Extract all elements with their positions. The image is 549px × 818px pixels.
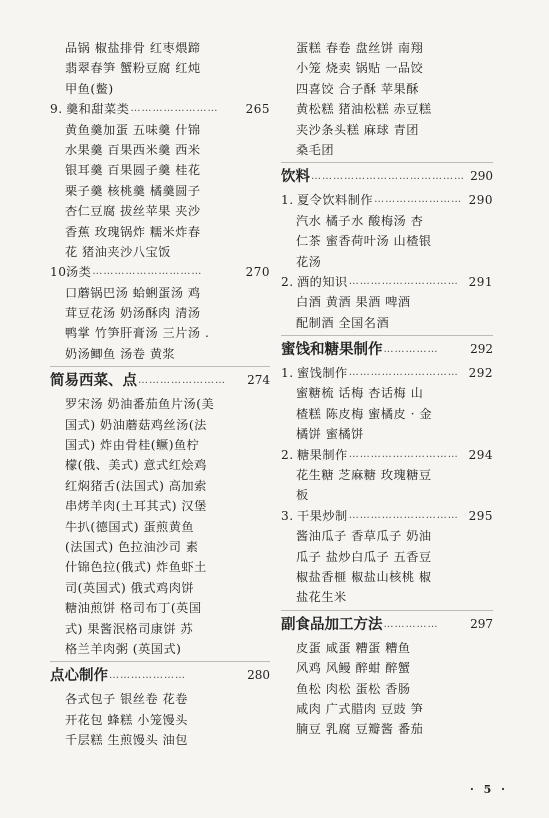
toc-text-line: 什锦色拉(俄式) 炸鱼虾土: [65, 560, 207, 575]
toc-text-line: 口蘑锅巴汤 蛤蜊蛋汤 鸡: [65, 285, 201, 300]
toc-text-line: 香蕉 玫瑰锅炸 糯米炸春: [65, 224, 201, 239]
toc-entry-number: 1.: [281, 366, 294, 381]
toc-section-title: 简易西菜、点: [50, 372, 137, 390]
toc-entry-number: 2.: [281, 447, 294, 462]
toc-leader-dots: ……………………: [130, 103, 219, 115]
toc-entry-number: 1.: [281, 193, 294, 208]
toc-text-line: 盐花生米: [296, 590, 347, 605]
toc-leader-dots: …………………………: [348, 448, 459, 460]
toc-text-line: 椒盐香榧 椒盐山核桃 椒: [296, 569, 432, 584]
toc-text-line: 花生糖 芝麻糖 玫瑰糖豆: [296, 468, 432, 483]
toc-text-line: 蛋糕 春卷 盘丝饼 南翔: [296, 41, 424, 55]
toc-leader-dots: …………………………: [92, 266, 203, 278]
toc-entry-label: [281, 272, 348, 292]
toc-text-line: 茸豆花汤 奶汤酥肉 清汤: [65, 306, 201, 321]
toc-text-line: 花汤: [296, 254, 322, 269]
toc-leader-dots: …………………………: [348, 367, 459, 379]
toc-page-number: 280: [247, 668, 270, 683]
toc-text-line: 红焖猪舌(法国式) 高加索: [65, 478, 207, 493]
toc-text-line: 小笼 烧卖 锅贴 一品饺: [296, 61, 424, 76]
toc-leader-dots: …………………: [109, 670, 186, 682]
toc-entry-title: 蜜饯制作: [297, 366, 348, 381]
toc-text-line: 水果羹 百果西米羹 西米: [65, 142, 201, 157]
toc-text-line: 国式) 炸由骨桂(鳜)鱼柠: [65, 438, 200, 453]
toc-text-line: 各式包子 银丝卷 花卷: [65, 692, 188, 707]
toc-text-line: 腩豆 乳腐 豆瓣酱 番茄: [296, 722, 424, 737]
toc-text-line: 黄松糕 猪油松糕 赤豆糕: [296, 102, 432, 117]
toc-entry: [281, 190, 493, 210]
toc-text-line: 板: [296, 488, 309, 503]
toc-entry-title: 羹和甜菜类: [66, 102, 130, 117]
toc-entry-number: 2.: [281, 274, 294, 289]
toc-entry: [281, 506, 493, 526]
toc-leader-dots: …………………………: [348, 509, 459, 521]
toc-leader-dots: ……………………: [138, 375, 226, 387]
page-number: · 5 ·: [470, 783, 508, 796]
toc-entry-title: 夏令饮料制作: [297, 193, 374, 208]
toc-text-line: 国式) 奶油蘑菇鸡丝汤(法: [65, 417, 207, 432]
toc-text-line: 品锅 椒盐排骨 红枣煨蹄: [65, 41, 201, 55]
toc-entry-label: [281, 190, 373, 210]
toc-leader-dots: ……………………: [374, 194, 463, 206]
toc-leader-dots: …………………………: [348, 275, 459, 287]
toc-entry: [281, 363, 493, 383]
toc-text-line: 甲鱼(鳖): [65, 81, 114, 96]
toc-entry-number: 10.: [50, 265, 71, 280]
toc-text-line: 风鸡 风鳗 醉蚶 醉蟹: [296, 661, 411, 676]
toc-entry: [281, 445, 493, 465]
toc-page-number: 290: [470, 169, 493, 184]
toc-text-line: 四喜饺 合子酥 苹果酥: [296, 81, 419, 96]
toc-section-title: 饮料: [281, 168, 310, 186]
toc-page-number: 297: [470, 616, 493, 631]
toc-text-line: 鸭掌 竹笋肝膏汤 三片汤 .: [65, 326, 210, 341]
toc-entry-label: [50, 262, 91, 282]
toc-text-line: 花 猪油夹沙八宝饭: [65, 244, 171, 259]
toc-entry: [50, 262, 270, 282]
toc-text-line: 檬(俄、美式) 意式红烩鸡: [65, 458, 207, 473]
toc-text-line: 夹沙条头糕 麻球 青团: [296, 122, 419, 137]
toc-page-number: 274: [247, 373, 270, 388]
toc-text-line: 奶汤鲫鱼 汤卷 黄浆: [65, 346, 176, 361]
toc-section-heading: [50, 661, 270, 689]
toc-leader-dots: ……………: [383, 344, 439, 356]
toc-section-heading: [50, 366, 270, 394]
toc-leader-dots: ……………………………………: [311, 171, 465, 183]
toc-text-line: 蜜糖梳 话梅 杏话梅 山: [296, 386, 424, 401]
toc-text-line: 瓜子 盐炒白瓜子 五香豆: [296, 549, 432, 564]
toc-text-line: 司(英国式) 俄式鸡肉饼: [65, 580, 195, 595]
toc-section-heading: [281, 335, 493, 363]
toc-text-line: 仁茶 蜜香荷叶汤 山楂银: [296, 234, 432, 249]
toc-text-line: 配制酒 全国名酒: [296, 315, 390, 330]
toc-text-line: 酱油瓜子 香草瓜子 奶油: [296, 529, 432, 544]
toc-entry: [50, 99, 270, 119]
right-column: [281, 38, 493, 740]
toc-text-line: 翡翠春笋 蟹粉豆腐 红炖: [65, 61, 201, 76]
toc-text-line: 杏仁豆腐 拔丝苹果 夹沙: [65, 204, 201, 219]
toc-text-line: 楂糕 陈皮梅 蜜橘皮 · 金: [296, 406, 433, 421]
toc-entry: [281, 272, 493, 292]
toc-text-line: 千层糕 生煎馒头 油包: [65, 733, 188, 748]
toc-section-title: 副食品加工方法: [281, 615, 383, 633]
toc-text-line: 式) 果酱泯格司康饼 苏: [65, 621, 194, 636]
toc-text-line: 白酒 黄酒 果酒 啤酒: [296, 295, 411, 310]
toc-page-number: 292: [468, 366, 493, 381]
toc-text-line: 桑毛团: [296, 142, 335, 157]
toc-page-number: 290: [468, 193, 493, 208]
toc-text-line: 串烤羊肉(土耳其式) 汉堡: [65, 499, 207, 514]
toc-page-number: 294: [468, 447, 493, 462]
toc-text-line: 牛扒(德国式) 蛋煎黄鱼: [65, 519, 195, 534]
toc-text-line: 皮蛋 咸蛋 糟蛋 糟鱼: [296, 640, 411, 655]
toc-text-line: 开花包 蜂糕 小笼馒头: [65, 712, 188, 727]
toc-text-line: 黄鱼羹加蛋 五味羹 什锦: [65, 122, 201, 137]
toc-text-line: 格兰羊肉粥 (英国式): [65, 641, 182, 656]
toc-entry-title: 糖果制作: [297, 447, 348, 462]
toc-text-line: (法国式) 色拉油沙司 素: [65, 539, 199, 554]
toc-page-number: 292: [470, 342, 493, 357]
toc-page-number: 295: [468, 508, 493, 523]
toc-page-number: 270: [245, 265, 270, 280]
toc-entry-title: 汤类: [66, 265, 92, 280]
toc-text-line: 咸肉 广式腊肉 豆豉 笋: [296, 701, 424, 716]
toc-entry-label: [281, 445, 348, 465]
toc-entry-title: 干果炒制: [297, 508, 348, 523]
toc-text-line: 银耳羹 百果圆子羹 桂花: [65, 163, 201, 178]
toc-entry-number: 9.: [50, 102, 63, 117]
left-column: [50, 38, 270, 751]
toc-page-number: 291: [468, 274, 493, 289]
toc-page-number: 265: [245, 102, 270, 117]
toc-section-heading: [281, 162, 493, 190]
toc-entry-label: [281, 506, 348, 526]
toc-entry-title: 酒的知识: [297, 274, 348, 289]
toc-entry-number: 3.: [281, 508, 294, 523]
toc-text-line: 栗子羹 核桃羹 橘羹圆子: [65, 183, 201, 198]
toc-text-line: 橘饼 蜜橘饼: [296, 427, 364, 442]
toc-text-line: 糖油煎饼 格司布丁(英国: [65, 601, 202, 616]
toc-entry-label: [281, 363, 348, 383]
toc-entry-label: [50, 99, 129, 119]
toc-section-title: 蜜饯和糖果制作: [281, 341, 383, 359]
toc-section-heading: [281, 610, 493, 638]
toc-leader-dots: ……………: [383, 618, 439, 630]
toc-text-line: 罗宋汤 奶油番茄鱼片汤(美: [65, 397, 215, 412]
toc-text-line: 汽水 橘子水 酸梅汤 杏: [296, 213, 424, 228]
toc-section-title: 点心制作: [50, 667, 108, 685]
toc-text-line: 鱼松 肉松 蛋松 香肠: [296, 681, 411, 696]
